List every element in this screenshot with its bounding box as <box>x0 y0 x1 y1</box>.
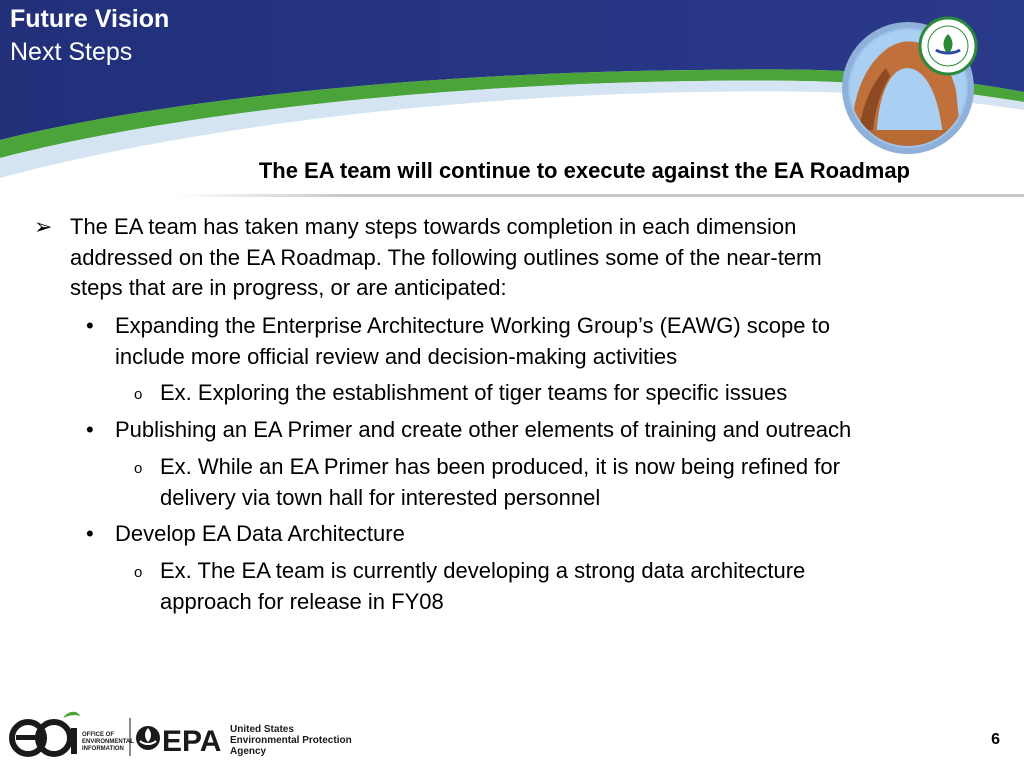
list-sub-item: approach for release in FY08 <box>160 588 444 614</box>
svg-text:Agency: Agency <box>230 746 267 757</box>
epa-flower-icon <box>136 726 160 750</box>
intro-line: The EA team has taken many steps towards completion in each dimension <box>70 214 797 239</box>
list-item: Develop EA Data Architecture <box>115 521 405 546</box>
list-item: include more official review and decision-making activities <box>115 343 678 369</box>
list-sub-item: Ex. The EA team is currently developing a strong data architecture <box>160 558 806 583</box>
list-item: Expanding the Enterprise Architecture Working Group’s (EAWG) scope to <box>115 313 830 338</box>
list-item: Publishing an EA Primer and create other elements of training and outreach <box>115 417 852 442</box>
list-sub-item: Ex. While an EA Primer has been produced, it is now being refined for <box>160 454 840 479</box>
svg-text:EPA: EPA <box>162 725 222 758</box>
circle-bullet-icon: o <box>134 386 143 403</box>
intro-line: steps that are in progress, or are anticipated: <box>70 275 507 300</box>
arrow-bullet-icon: ➢ <box>34 214 53 239</box>
svg-text:INFORMATION: INFORMATION <box>82 746 124 752</box>
list-sub-item: Ex. Exploring the establishment of tiger teams for specific issues <box>160 380 788 405</box>
slide-subtitle: The EA team will continue to execute against the EA Roadmap <box>258 158 910 183</box>
divider-line <box>175 194 1024 197</box>
circle-bullet-icon: o <box>134 564 143 581</box>
dot-bullet-icon: • <box>86 313 94 338</box>
slide-title: Future Vision <box>10 5 170 33</box>
circle-bullet-icon: o <box>134 460 143 477</box>
oei-logo-icon <box>12 712 80 754</box>
svg-text:OFFICE OF: OFFICE OF <box>82 732 114 738</box>
dot-bullet-icon: • <box>86 521 94 546</box>
epa-arch-emblem <box>838 10 978 158</box>
svg-text:ENVIRONMENTAL: ENVIRONMENTAL <box>82 739 134 745</box>
oei-epa-logo <box>8 710 358 760</box>
slide-title-sub: Next Steps <box>10 38 133 66</box>
svg-text:Environmental Protection: Environmental Protection <box>230 735 352 746</box>
intro-line: addressed on the EA Roadmap. The following outlines some of the near-term <box>70 244 822 270</box>
page-number: 6 <box>991 731 1000 748</box>
dot-bullet-icon: • <box>86 417 94 442</box>
svg-text:United States: United States <box>230 724 294 735</box>
list-sub-item: delivery via town hall for interested personnel <box>160 484 601 510</box>
